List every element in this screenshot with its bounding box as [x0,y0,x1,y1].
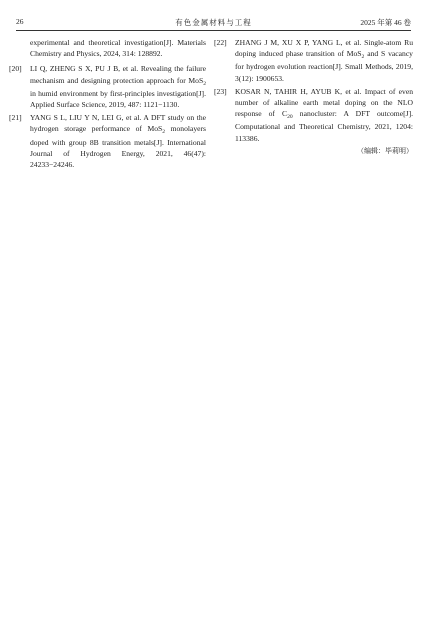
reference-text: LI Q, ZHENG S X, PU J B, et al. Revealing the failure mechanism and designing protection approach for MoS [30,64,206,85]
reference-text: experimental and theoretical investigation[J]. Materials Chemistry and Physics, 2024, 314: 128892. [30,38,206,59]
reference-20 [9,63,206,110]
reference-subscript: 20 [287,114,293,121]
reference-index: [20] [9,64,22,74]
journal-title: 有色金属材料与工程 [175,18,252,27]
reference-text: YANG S L, LIU Y N, LEI G, et al. A DFT study on the hydrogen storage performance of MoS [30,113,206,134]
right-column [214,37,413,157]
reference-subscript: 2 [361,54,365,61]
reference-22 [214,37,413,84]
issue-label: 2025 年第 46 卷 [360,18,411,27]
page-header [16,17,411,29]
reference-text-after: monolayers doped with group 8B transition metals[J]. International Journal of Hydrogen Energy, 2021, 46(47): 24233−24246. [30,124,206,170]
reference-text-after: and S vacancy for hydrogen evolution reaction[J]. Small Methods, 2019, 3(12): 1900653. [235,49,413,83]
reference-text: KOSAR N, TAHIR H, AYUB K, et al. Impact of even number of alkaline earth metal doping on the NLO response of C [235,86,413,119]
reference-text-after: in humid environment by first-principles investigation[J]. Applied Surface Science, 2019, 487: 1121−1130. [30,88,206,110]
left-column [9,37,206,172]
editor-note: （编辑：毕莉明） [357,146,413,155]
header-rule [16,30,411,31]
reference-subscript: 2 [203,80,206,87]
page-number: 26 [16,17,24,26]
reference-text: ZHANG J M, XU X P, YANG L, et al. Single-atom Ru doping induced phase transition of MoS [235,38,413,59]
reference-continuation [16,37,206,61]
reference-text-after: nanocluster: A DFT outcome[J]. Computational and Theoretical Chemistry, 2021, 1204: 113386. [235,109,413,143]
reference-index: [23] [214,86,227,96]
reference-21 [9,112,206,170]
reference-23 [214,86,413,144]
reference-index: [21] [9,113,22,123]
reference-index: [22] [214,38,227,47]
reference-subscript: 2 [162,129,166,136]
